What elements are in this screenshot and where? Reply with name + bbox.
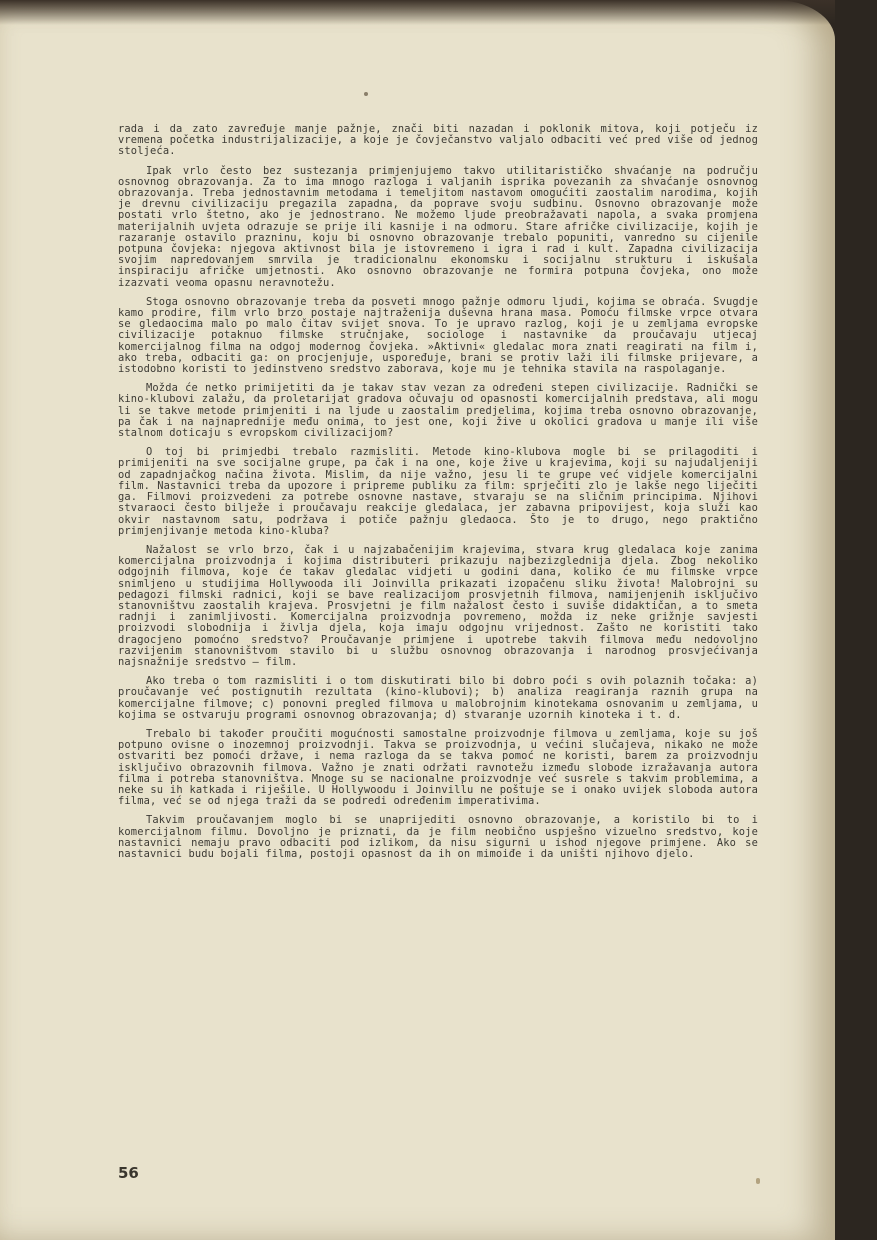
paragraph: Trebalo bi također proučiti mogućnosti samostalne proizvodnje filmova u zemljama, koje su još potpuno ovisne o inozemnoj proizvodnji. Takva se proizvodnja, u većini slučajeva, nikako ne može ostvariti bez pomoći države, i nema razloga da se takva pomoć ne koristi, barem za proizvodnju isključivo obrazovnih filmova. Važno je znati održati ravnotežu između slobode izražavanja autora filma i potreba stanovništva. Mnoge su se nacionalne proizvodnje već susrele s takvim problemima, a neke su ih katkada i riješile. U Hollywoodu i Joinvillu ne poštuje se i onako uvijek sloboda autora filma, već se od njega traži da se podredi određenim imperativima.	[118, 727, 758, 808]
page-number: 56	[118, 1164, 139, 1182]
paragraph: O toj bi primjedbi trebalo razmisliti. Metode kino-klubova mogle bi se prilagoditi i primijeniti na sve socijalne grupe, pa čak i na one, koje žive u krajevima, koji su najudaljeniji od zapadnjačkog načina života. Mislim, da nije važno, jesu li te grupe već vidjele komercijalni film. Nastavnici treba da upozore i pripreme publiku za film: sprječiti zlo je lakše nego liječiti ga. Filmovi proizvedeni za potrebe osnovne nastave, stvaraju se na sličnim principima. Njihovi stvaraoci često bilježe i proučavaju reakcije gledalaca, jer zabavna pripovijest, koja služi kao okvir nastavnom satu, podržava i potiče pažnju gledaoca. Što je to drugo, nego praktično primjenjivanje metoda kino-kluba?	[118, 446, 758, 537]
paper-mark	[756, 1178, 760, 1184]
paragraph: Takvim proučavanjem moglo bi se unaprijediti osnovno obrazovanje, a koristilo bi to i komercijalnom filmu. Dovoljno je priznati, da je film neobično uspješno vizuelno sredstvo, koje nastavnici nemaju pravo odbaciti pod izlikom, da nisu sigurni u ishod njegove primjene. Ako se nastavnici budu bojali filma, postoji opasnost da ih on mimoiđe i da uništi njihovo djelo.	[118, 814, 758, 860]
page-body-text	[118, 124, 758, 868]
paragraph: Ako treba o tom razmisliti i o tom diskutirati bilo bi dobro poći s ovih polaznih točaka: a) proučavanje već postignutih rezultata (kino-klubovi); b) analiza reagiranja raznih grupa na komercijalne filmove; c) ponovni pregled filmova u malobrojnim kinotekama osnovanim u zemljama, u kojima se ostvaruju programi osnovnog obrazovanja; d) stvaranje uzornih kinoteka i t. d.	[118, 675, 758, 721]
paragraph: Ipak vrlo često bez sustezanja primjenjujemo takvo utilitarističko shvaćanje na području osnovnog obrazovanja. Za to ima mnogo razloga i valjanih isprika povezanih za shvaćanje osnovnog obrazovanja. Treba jednostavnim metodama i temeljitom nastavom omogućiti zaostalim narodima, kojih je drevnu civilizaciju pregazila zapadna, da poprave svoju sudbinu. Osnovno obrazovanje može postati vrlo štetno, ako je jednostrano. Ne možemo ljude preobražavati napola, a svaka promjena materijalnih uvjeta odrazuje se prije ili kasnije i na odmoru. Stare afričke civilizacije, kojih je razaranje ostavilo prazninu, koju bi osnovno obrazovanje trebalo popuniti, vanredno su cijenile potpuna čovjeka: njegova aktivnost bila je istovremeno i igra i rad i kult. Zapadna civilizacija svojim napredovanjem smrvila je tradicionalnu ekonomsku i socijalnu strukturu i iskušala inspiraciju afričke umjetnosti. Ako osnovno obrazovanje ne formira potpuna čovjeka, ono može izazvati veoma opasnu neravnotežu.	[118, 164, 758, 289]
paragraph: Stoga osnovno obrazovanje treba da posveti mnogo pažnje odmoru ljudi, kojima se obraća. Svugdje kamo prodire, film vrlo brzo postaje najtraženija duševna hrana masa. Pomoću filmske vrpce otvara se gledaocima malo po malo čitav svijet snova. To je upravo razlog, koji je u zemljama evropske civilizacije potaknuo filmske stručnjake, sociologe i nastavnike da proučavaju utjecaj komercijalnog filma na odgoj modernog čovjeka. »Aktivni« gledalac mora znati reagirati na film i, ako treba, odbaciti ga: on procjenjuje, uspoređuje, brani se protiv laži ili filmske prijevare, a istodobno koristi to jedinstveno sredstvo zaborava, koje mu je tehnika stavila na raspolaganje.	[118, 295, 758, 376]
paragraph: Možda će netko primijetiti da je takav stav vezan za određeni stepen civilizacije. Radnički se kino-klubovi zalažu, da proletarijat gradova očuvaju od opasnosti komercijalnih predstava, ali mogu li se takve metode primjeniti i na ljude u zaostalim predjelima, kojima treba osnovno obrazovanje, pa čak i na najnaprednije među onima, to jest one, koji žive u okolici gradova u manje ili više stalnom doticaju s evropskom civilizacijom?	[118, 382, 758, 440]
paragraph: Nažalost se vrlo brzo, čak i u najzabačenijim krajevima, stvara krug gledalaca koje zanima komercijalna proizvodnja i kojima distributeri prikazuju najbezizglednija djela. Zbog nekoliko odgojnih filmova, koje će takav gledalac vidjeti u godini dana, koliko će mu filmske vrpce snimljeno u studijima Hollywooda ili Joinvilla prikazati izopačenu sliku života! Malobrojni su pedagozi filmski radnici, koji se bave realizacijom prosvjetnih filmova, namijenjenih isključivo stanovništvu zaostalih krajeva. Prosvjetni je film nažalost često i suviše didaktičan, a to smeta radnji i zanimljivosti. Komercijalna proizvodnja povremeno, možda iz neke grižnje savjesti proizvodi slobodnija i življa djela, koja imaju odgojnu vrijednost. Zašto ne koristiti tako dragocjeno pomoćno sredstvo? Proučavanje primjene i upotrebe takvih filmova među nedovoljno razvijenim stanovništvom stavilo bi u službu osnovnog obrazovanja i narodnog prosvjećivanja najsnažnije sredstvo — film.	[118, 543, 758, 668]
ink-speck	[364, 92, 368, 96]
paragraph: rada i da zato zavređuje manje pažnje, znači biti nazadan i poklonik mitova, koji potječu iz vremena početka industrijalizacije, a koje je čovječanstvo valjalo odbaciti već pred više od jednog stoljeća.	[118, 123, 758, 158]
page-top-shadow	[0, 0, 835, 25]
